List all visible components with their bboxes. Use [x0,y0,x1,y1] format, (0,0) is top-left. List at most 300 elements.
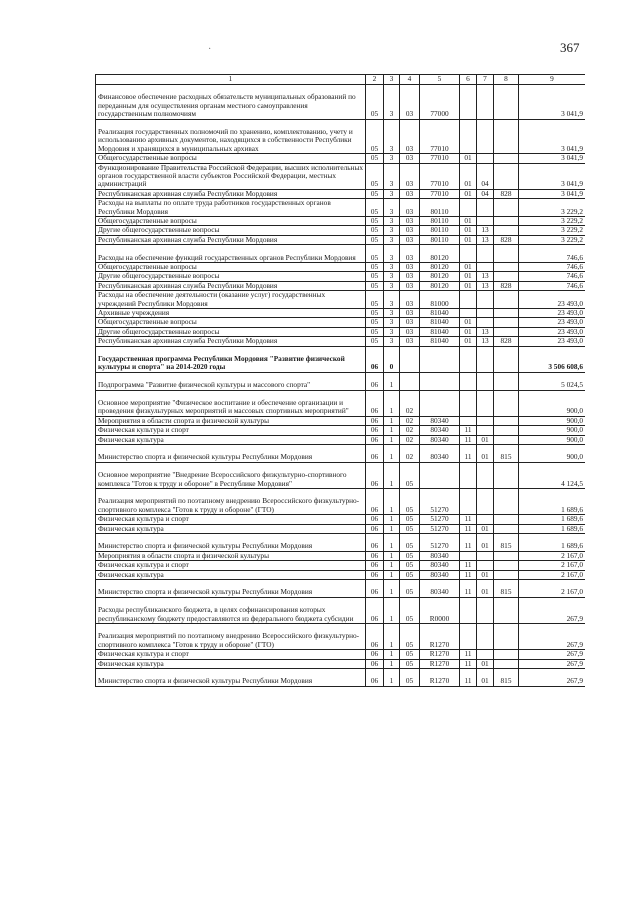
row-description: Государственная программа Республики Мордовия "Развитие физической культуры и спорта" на 2014-2020 годы [96,346,366,372]
row-code-col4: 03 [400,163,420,189]
row-code-col4: 02 [400,426,420,435]
row-code-col6 [460,416,477,425]
row-code-col3: 3 [384,154,400,163]
row-code-col4: 05 [400,650,420,659]
column-header: 7 [477,75,494,85]
row-code-col6 [460,551,477,560]
table-row [96,624,586,650]
row-code-col8 [494,272,519,281]
row-code-col5: R1270 [420,650,460,659]
row-amount: 3 041,9 [519,119,586,154]
row-code-col8 [494,217,519,226]
row-code-col8 [494,327,519,336]
table-row [96,263,586,272]
row-code-col6: 01 [460,163,477,189]
table-row [96,309,586,318]
row-code-col7 [477,390,494,416]
table-row [96,272,586,281]
row-code-col3: 3 [384,291,400,309]
row-code-col4: 03 [400,154,420,163]
row-description: Основное мероприятие "Физическое воспитание и обеспечение организации и проведения физкультурных мероприятий и массовых спортивных мероприятий" [96,390,366,416]
row-amount: 267,9 [519,650,586,659]
row-description: Физическая культура [96,570,366,579]
row-code-col6: 01 [460,217,477,226]
row-code-col4: 03 [400,85,420,120]
row-code-col2: 06 [366,580,384,598]
row-code-col7: 01 [477,580,494,598]
row-description: Физическая культура [96,659,366,668]
row-code-col7 [477,263,494,272]
row-code-col3: 3 [384,337,400,346]
row-code-col5: 80110 [420,235,460,244]
row-code-col4: 02 [400,416,420,425]
row-code-col3: 3 [384,263,400,272]
row-amount: 900,0 [519,426,586,435]
row-code-col6: 11 [460,445,477,463]
column-header: 6 [460,75,477,85]
row-amount: 3 041,9 [519,189,586,198]
row-amount: 900,0 [519,445,586,463]
row-code-col5: R1270 [420,624,460,650]
row-code-col3: 3 [384,217,400,226]
row-code-col5: 80120 [420,281,460,290]
row-amount: 3 041,9 [519,154,586,163]
row-code-col6 [460,199,477,217]
row-description: Общегосударственные вопросы [96,263,366,272]
row-code-col2: 06 [366,515,384,524]
row-code-col2: 06 [366,570,384,579]
row-code-col5: R1270 [420,669,460,687]
row-code-col8 [494,570,519,579]
row-amount: 746,6 [519,272,586,281]
row-code-col2: 06 [366,561,384,570]
row-code-col6: 11 [460,580,477,598]
row-code-col3: 1 [384,669,400,687]
row-code-col4 [400,372,420,390]
table-row [96,515,586,524]
table-row [96,570,586,579]
row-code-col8: 815 [494,534,519,552]
row-description: Финансовое обеспечение расходных обязательств муниципальных образований по переданным для осуществления органам местного самоуправления государственным полномочиям [96,85,366,120]
row-code-col5: 80340 [420,551,460,560]
row-code-col5: 81000 [420,291,460,309]
row-code-col7 [477,245,494,263]
row-amount: 23 493,0 [519,318,586,327]
table-row [96,580,586,598]
row-description: Расходы республиканского бюджета, в целях софинансирования которых республиканскому бюджету предоставляются из федерального бюджета субсидии [96,597,366,623]
row-code-col8 [494,659,519,668]
row-code-col3: 3 [384,85,400,120]
row-code-col3: 3 [384,235,400,244]
row-code-col8 [494,597,519,623]
row-code-col8: 828 [494,281,519,290]
row-code-col6: 01 [460,272,477,281]
row-code-col2: 05 [366,199,384,217]
row-amount: 3 229,2 [519,226,586,235]
row-code-col7 [477,372,494,390]
row-description: Реализация мероприятий по поэтапному внедрению Всероссийского физкультурно-спортивного комплекса "Готов к труду и обороне" (ГТО) [96,489,366,515]
row-amount: 2 167,0 [519,580,586,598]
row-code-col5: 77010 [420,119,460,154]
row-code-col4: 03 [400,245,420,263]
row-amount: 23 493,0 [519,309,586,318]
row-code-col2: 05 [366,189,384,198]
row-code-col2: 06 [366,416,384,425]
row-code-col2: 05 [366,327,384,336]
row-code-col3: 3 [384,272,400,281]
row-code-col3: 3 [384,163,400,189]
row-code-col2: 05 [366,119,384,154]
row-code-col6 [460,85,477,120]
row-code-col4: 03 [400,309,420,318]
row-code-col3: 0 [384,346,400,372]
row-code-col5: 80120 [420,272,460,281]
row-code-col8 [494,291,519,309]
row-amount: 2 167,0 [519,570,586,579]
row-amount: 3 229,2 [519,235,586,244]
column-header: 8 [494,75,519,85]
row-code-col6: 01 [460,235,477,244]
row-code-col4: 03 [400,189,420,198]
row-code-col8 [494,650,519,659]
row-code-col2: 06 [366,650,384,659]
table-row [96,489,586,515]
row-code-col6: 01 [460,154,477,163]
row-description: Мероприятия в области спорта и физической культуры [96,416,366,425]
row-code-col6: 11 [460,515,477,524]
row-description: Реализация государственных полномочий по хранению, комплектованию, учету и использованию архивных документов, находящихся в собственности Республики Мордовия и хранящихся в муниципальных архивах [96,119,366,154]
column-header: 9 [519,75,586,85]
row-description: Функционирование Правительства Российской Федерации, высших исполнительных органов государственной власти субъектов Российской Федерации, местных администраций [96,163,366,189]
row-code-col7: 04 [477,189,494,198]
row-code-col7: 04 [477,163,494,189]
row-code-col7: 13 [477,272,494,281]
row-description: Республиканская архивная служба Республики Мордовия [96,235,366,244]
row-code-col8 [494,426,519,435]
table-row [96,597,586,623]
row-code-col2: 05 [366,337,384,346]
row-description: Министерство спорта и физической культуры Республики Мордовия [96,445,366,463]
table-row [96,235,586,244]
row-code-col4: 03 [400,318,420,327]
row-code-col3: 1 [384,445,400,463]
row-code-col8 [494,462,519,488]
row-code-col2: 05 [366,245,384,263]
budget-table [95,74,585,687]
row-amount: 1 689,6 [519,515,586,524]
row-code-col3: 3 [384,309,400,318]
row-code-col3: 3 [384,119,400,154]
row-code-col2: 05 [366,226,384,235]
row-code-col2: 06 [366,597,384,623]
table-row [96,435,586,444]
row-code-col4: 03 [400,119,420,154]
row-amount: 267,9 [519,597,586,623]
row-amount: 3 506 608,6 [519,346,586,372]
row-code-col4: 03 [400,337,420,346]
row-code-col4: 05 [400,462,420,488]
column-header: 1 [96,75,366,85]
row-code-col6 [460,119,477,154]
row-description: Расходы на обеспечение деятельности (оказание услуг) государственных учреждений Республики Мордовия [96,291,366,309]
row-description: Подпрограмма "Развитие физической культуры и массового спорта" [96,372,366,390]
column-header: 2 [366,75,384,85]
row-code-col7 [477,309,494,318]
row-code-col5: 81040 [420,327,460,336]
row-code-col7 [477,416,494,425]
row-code-col5: 77010 [420,189,460,198]
row-code-col5: 51270 [420,515,460,524]
row-code-col7: 01 [477,669,494,687]
row-code-col8 [494,416,519,425]
row-code-col7 [477,291,494,309]
row-code-col7: 13 [477,235,494,244]
row-amount: 900,0 [519,416,586,425]
row-amount: 3 041,9 [519,163,586,189]
table-row [96,163,586,189]
table-body [96,85,586,687]
row-code-col6: 01 [460,281,477,290]
row-code-col2: 06 [366,372,384,390]
row-amount: 267,9 [519,659,586,668]
row-code-col6: 11 [460,650,477,659]
row-code-col8 [494,245,519,263]
row-amount: 1 689,6 [519,524,586,533]
row-code-col3: 1 [384,390,400,416]
row-code-col8: 815 [494,580,519,598]
row-code-col5 [420,390,460,416]
row-code-col7: 13 [477,281,494,290]
row-code-col7: 01 [477,659,494,668]
row-code-col4: 03 [400,327,420,336]
row-code-col4: 03 [400,263,420,272]
row-code-col3: 1 [384,426,400,435]
row-code-col6: 01 [460,226,477,235]
row-code-col3: 1 [384,416,400,425]
row-description: Расходы на обеспечение функций государственных органов Республики Мордовия [96,245,366,263]
row-code-col4 [400,346,420,372]
row-amount: 23 493,0 [519,291,586,309]
row-code-col7: 01 [477,435,494,444]
table-row [96,659,586,668]
row-code-col5: 80340 [420,416,460,425]
table-row [96,327,586,336]
row-code-col2: 06 [366,534,384,552]
row-description: Физическая культура [96,524,366,533]
row-code-col6: 01 [460,263,477,272]
row-code-col6 [460,291,477,309]
row-code-col5: 80340 [420,580,460,598]
row-code-col8 [494,163,519,189]
row-code-col5: 80340 [420,426,460,435]
row-amount: 1 689,6 [519,489,586,515]
page-number: 367 [560,40,580,55]
row-code-col3: 3 [384,318,400,327]
row-description: Другие общегосударственные вопросы [96,327,366,336]
row-code-col5: 80110 [420,217,460,226]
row-code-col5: 51270 [420,524,460,533]
row-code-col7 [477,515,494,524]
row-code-col4: 05 [400,659,420,668]
row-description: Министерство спорта и физической культуры Республики Мордовия [96,669,366,687]
row-code-col4: 05 [400,561,420,570]
row-code-col3: 3 [384,281,400,290]
row-code-col3: 3 [384,199,400,217]
row-code-col8 [494,119,519,154]
row-code-col4: 03 [400,272,420,281]
row-code-col5: 80340 [420,570,460,579]
table-row [96,154,586,163]
table-row [96,426,586,435]
row-code-col5: 80120 [420,245,460,263]
row-code-col3: 1 [384,650,400,659]
row-code-col6: 11 [460,524,477,533]
row-code-col2: 06 [366,462,384,488]
row-code-col8 [494,624,519,650]
row-code-col8: 815 [494,445,519,463]
row-code-col3: 1 [384,580,400,598]
row-code-col6: 01 [460,337,477,346]
row-amount: 900,0 [519,435,586,444]
row-code-col4: 05 [400,489,420,515]
row-description: Основное мероприятие "Внедрение Всероссийского физкультурно-спортивного комплекса "Готов к труду и обороне" в Республике Мордовия" [96,462,366,488]
column-header: 5 [420,75,460,85]
row-amount: 3 041,9 [519,85,586,120]
row-code-col8 [494,551,519,560]
column-header: 3 [384,75,400,85]
row-code-col3: 1 [384,570,400,579]
row-code-col4: 05 [400,524,420,533]
row-code-col2: 06 [366,426,384,435]
row-code-col2: 05 [366,163,384,189]
row-description: Физическая культура [96,435,366,444]
row-code-col8 [494,524,519,533]
row-code-col7 [477,85,494,120]
table-row [96,281,586,290]
row-amount: 267,9 [519,669,586,687]
table-row [96,372,586,390]
row-code-col2: 05 [366,85,384,120]
row-code-col8 [494,199,519,217]
row-code-col7 [477,561,494,570]
row-code-col2: 05 [366,235,384,244]
row-code-col6 [460,390,477,416]
table-row [96,551,586,560]
row-code-col7 [477,426,494,435]
row-code-col3: 3 [384,245,400,263]
table-row [96,390,586,416]
table-row [96,291,586,309]
row-code-col6: 11 [460,426,477,435]
row-amount: 746,6 [519,245,586,263]
row-code-col5 [420,372,460,390]
row-code-col7: 13 [477,327,494,336]
row-code-col6 [460,309,477,318]
row-code-col3: 1 [384,561,400,570]
row-code-col4: 03 [400,235,420,244]
row-amount: 23 493,0 [519,327,586,336]
row-code-col5: 80340 [420,435,460,444]
row-code-col2: 06 [366,445,384,463]
row-code-col6 [460,346,477,372]
row-code-col7 [477,597,494,623]
table-row [96,445,586,463]
row-code-col3: 1 [384,372,400,390]
table-row [96,337,586,346]
row-code-col3: 1 [384,435,400,444]
row-code-col5: 51270 [420,534,460,552]
table-row [96,189,586,198]
row-code-col2: 06 [366,551,384,560]
row-code-col8: 815 [494,669,519,687]
row-code-col8: 828 [494,337,519,346]
row-code-col8 [494,346,519,372]
table-row [96,669,586,687]
row-code-col2: 05 [366,263,384,272]
row-code-col8: 828 [494,189,519,198]
row-code-col2: 05 [366,281,384,290]
row-code-col5: 80340 [420,561,460,570]
row-code-col6: 01 [460,189,477,198]
row-code-col7 [477,650,494,659]
row-code-col2: 06 [366,669,384,687]
row-code-col7 [477,199,494,217]
row-amount: 267,9 [519,624,586,650]
row-code-col4: 05 [400,515,420,524]
row-description: Общегосударственные вопросы [96,154,366,163]
row-code-col4: 03 [400,291,420,309]
table-row [96,119,586,154]
row-amount: 3 229,2 [519,199,586,217]
table-row [96,416,586,425]
row-description: Архивные учреждения [96,309,366,318]
row-code-col7 [477,462,494,488]
row-amount: 5 024,5 [519,372,586,390]
row-code-col2: 06 [366,390,384,416]
row-code-col2: 06 [366,524,384,533]
row-description: Физическая культура и спорт [96,515,366,524]
row-description: Министерство спорта и физической культуры Республики Мордовия [96,534,366,552]
table-row [96,199,586,217]
row-code-col2: 06 [366,659,384,668]
row-code-col2: 05 [366,291,384,309]
row-code-col5: 80120 [420,263,460,272]
table-row [96,217,586,226]
row-code-col5: 81040 [420,318,460,327]
row-code-col8 [494,309,519,318]
row-code-col6: 11 [460,435,477,444]
row-code-col8 [494,561,519,570]
row-code-col7: 01 [477,524,494,533]
row-description: Другие общегосударственные вопросы [96,226,366,235]
row-code-col7: 01 [477,570,494,579]
row-amount: 1 689,6 [519,534,586,552]
row-code-col2: 05 [366,217,384,226]
row-description: Другие общегосударственные вопросы [96,272,366,281]
row-code-col2: 05 [366,154,384,163]
row-amount: 746,6 [519,263,586,272]
row-code-col4: 02 [400,390,420,416]
row-code-col3: 1 [384,659,400,668]
row-code-col6: 11 [460,561,477,570]
row-description: Министерство спорта и физической культуры Республики Мордовия [96,580,366,598]
row-code-col4: 05 [400,534,420,552]
row-code-col4: 05 [400,551,420,560]
row-code-col6: 11 [460,669,477,687]
table-row [96,346,586,372]
row-code-col5: R0000 [420,597,460,623]
row-code-col7: 13 [477,337,494,346]
